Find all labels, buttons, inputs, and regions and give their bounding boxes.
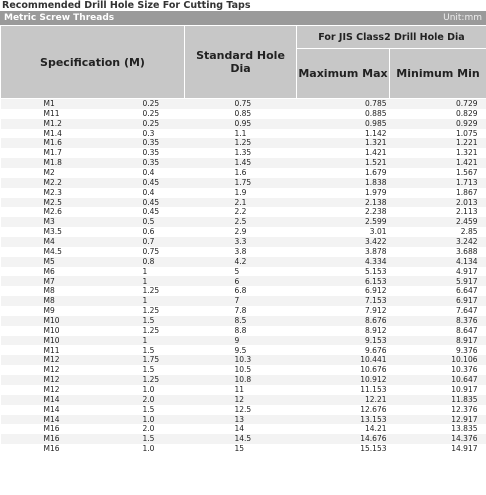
standard-cell: 3.8 (185, 247, 297, 257)
min-cell: 1.421 (390, 158, 486, 168)
table-row (1, 345, 486, 355)
max-cell: 6.912 (297, 286, 390, 296)
spec-cell: M2.5 (1, 198, 135, 208)
pitch-cell: 1.75 (135, 355, 185, 365)
table-row (1, 316, 486, 326)
table-row (1, 296, 486, 306)
standard-cell: 14.5 (185, 434, 297, 444)
min-cell: 1.075 (390, 129, 486, 139)
spec-cell: M3.5 (1, 227, 135, 237)
table-row (1, 405, 486, 415)
max-cell: 4.334 (297, 257, 390, 267)
standard-cell: 2.9 (185, 227, 297, 237)
min-cell: 6.647 (390, 286, 486, 296)
max-cell: 8.676 (297, 316, 390, 326)
spec-cell: M5 (1, 257, 135, 267)
pitch-cell: 1.5 (135, 405, 185, 415)
pitch-cell: 1.5 (135, 365, 185, 375)
max-cell: 3.422 (297, 237, 390, 247)
standard-cell: 7 (185, 296, 297, 306)
table-row (1, 188, 486, 198)
min-cell: 8.647 (390, 326, 486, 336)
max-cell: 5.153 (297, 267, 390, 277)
min-cell: 2.85 (390, 227, 486, 237)
min-cell: 14.376 (390, 434, 486, 444)
spec-cell: M16 (1, 444, 135, 454)
pitch-cell: 0.35 (135, 158, 185, 168)
max-cell: 2.138 (297, 198, 390, 208)
max-cell: 1.142 (297, 129, 390, 139)
standard-cell: 0.95 (185, 119, 297, 129)
table-row (1, 119, 486, 129)
pitch-cell: 1.5 (135, 434, 185, 444)
standard-cell: 6 (185, 276, 297, 286)
pitch-cell: 1 (135, 336, 185, 346)
min-cell: 1.321 (390, 148, 486, 158)
min-cell: 10.376 (390, 365, 486, 375)
spec-cell: M9 (1, 306, 135, 316)
table-row (1, 257, 486, 267)
standard-cell: 3.3 (185, 237, 297, 247)
standard-cell: 8.5 (185, 316, 297, 326)
min-cell: 0.829 (390, 109, 486, 119)
table-row (1, 365, 486, 375)
spec-cell: M1.2 (1, 119, 135, 129)
max-cell: 10.441 (297, 355, 390, 365)
standard-cell: 9.5 (185, 345, 297, 355)
standard-cell: 12.5 (185, 405, 297, 415)
min-cell: 0.729 (390, 99, 486, 109)
table-row (1, 237, 486, 247)
max-cell: 0.885 (297, 109, 390, 119)
pitch-cell: 0.45 (135, 207, 185, 217)
max-cell: 14.676 (297, 434, 390, 444)
pitch-cell: 2.0 (135, 395, 185, 405)
min-cell: 9.376 (390, 345, 486, 355)
pitch-cell: 1.0 (135, 385, 185, 395)
standard-cell: 13 (185, 415, 297, 425)
standard-cell: 2.5 (185, 217, 297, 227)
spec-cell: M12 (1, 385, 135, 395)
max-cell: 2.599 (297, 217, 390, 227)
max-cell: 9.676 (297, 345, 390, 355)
pitch-cell: 1.5 (135, 345, 185, 355)
pitch-cell: 0.4 (135, 168, 185, 178)
pitch-cell: 0.25 (135, 109, 185, 119)
table-row (1, 286, 486, 296)
page-title: Recommended Drill Hole Size For Cutting Taps (2, 0, 251, 11)
standard-cell: 0.85 (185, 109, 297, 119)
min-cell: 12.376 (390, 405, 486, 415)
standard-cell: 5 (185, 267, 297, 277)
min-cell: 14.917 (390, 444, 486, 454)
spec-cell: M8 (1, 296, 135, 306)
unit-label: Unit:mm (443, 13, 482, 23)
pitch-cell: 0.45 (135, 178, 185, 188)
pitch-cell: 0.25 (135, 99, 185, 109)
standard-cell: 1.75 (185, 178, 297, 188)
min-cell: 7.647 (390, 306, 486, 316)
table-row (1, 148, 486, 158)
pitch-cell: 0.35 (135, 148, 185, 158)
max-cell: 1.521 (297, 158, 390, 168)
table-row (1, 355, 486, 365)
max-cell: 10.676 (297, 365, 390, 375)
header-minimum: Minimum Min (390, 49, 486, 99)
max-cell: 10.912 (297, 375, 390, 385)
section-bar (0, 11, 486, 25)
min-cell: 4.134 (390, 257, 486, 267)
table-row (1, 306, 486, 316)
max-cell: 7.912 (297, 306, 390, 316)
table-row (1, 415, 486, 425)
spec-cell: M6 (1, 267, 135, 277)
table-row (1, 434, 486, 444)
min-cell: 8.376 (390, 316, 486, 326)
min-cell: 1.867 (390, 188, 486, 198)
min-cell: 6.917 (390, 296, 486, 306)
spec-cell: M1.4 (1, 129, 135, 139)
standard-cell: 10.8 (185, 375, 297, 385)
standard-cell: 14 (185, 424, 297, 434)
max-cell: 15.153 (297, 444, 390, 454)
spec-cell: M1.8 (1, 158, 135, 168)
spec-cell: M2.2 (1, 178, 135, 188)
standard-cell: 9 (185, 336, 297, 346)
table-row (1, 267, 486, 277)
spec-cell: M3 (1, 217, 135, 227)
min-cell: 3.242 (390, 237, 486, 247)
spec-cell: M2.3 (1, 188, 135, 198)
standard-cell: 7.8 (185, 306, 297, 316)
pitch-cell: 1 (135, 267, 185, 277)
standard-cell: 1.9 (185, 188, 297, 198)
max-cell: 7.153 (297, 296, 390, 306)
spec-cell: M14 (1, 415, 135, 425)
spec-cell: M16 (1, 434, 135, 444)
max-cell: 1.679 (297, 168, 390, 178)
min-cell: 1.567 (390, 168, 486, 178)
max-cell: 12.21 (297, 395, 390, 405)
header-standard-hole-dia: Standard Hole Dia (185, 26, 297, 99)
pitch-cell: 0.25 (135, 119, 185, 129)
pitch-cell: 1.25 (135, 286, 185, 296)
table-row (1, 99, 486, 109)
table-row (1, 109, 486, 119)
standard-cell: 0.75 (185, 99, 297, 109)
standard-cell: 10.5 (185, 365, 297, 375)
max-cell: 8.912 (297, 326, 390, 336)
max-cell: 11.153 (297, 385, 390, 395)
max-cell: 2.238 (297, 207, 390, 217)
pitch-cell: 0.5 (135, 217, 185, 227)
min-cell: 10.647 (390, 375, 486, 385)
table-row (1, 178, 486, 188)
pitch-cell: 1.0 (135, 415, 185, 425)
spec-cell: M16 (1, 424, 135, 434)
min-cell: 4.917 (390, 267, 486, 277)
pitch-cell: 2.0 (135, 424, 185, 434)
table-row (1, 375, 486, 385)
table-row (1, 227, 486, 237)
table-row (1, 198, 486, 208)
spec-cell: M8 (1, 286, 135, 296)
max-cell: 12.676 (297, 405, 390, 415)
pitch-cell: 0.3 (135, 129, 185, 139)
spec-cell: M11 (1, 109, 135, 119)
standard-cell: 15 (185, 444, 297, 454)
standard-cell: 10.3 (185, 355, 297, 365)
min-cell: 3.688 (390, 247, 486, 257)
standard-cell: 1.6 (185, 168, 297, 178)
table-row (1, 217, 486, 227)
max-cell: 13.153 (297, 415, 390, 425)
min-cell: 13.835 (390, 424, 486, 434)
min-cell: 1.713 (390, 178, 486, 188)
min-cell: 12.917 (390, 415, 486, 425)
min-cell: 2.013 (390, 198, 486, 208)
drill-size-table (0, 25, 486, 454)
standard-cell: 1.35 (185, 148, 297, 158)
table-body (1, 99, 486, 454)
table-row (1, 395, 486, 405)
max-cell: 1.838 (297, 178, 390, 188)
spec-cell: M2 (1, 168, 135, 178)
max-cell: 3.878 (297, 247, 390, 257)
standard-cell: 2.2 (185, 207, 297, 217)
min-cell: 2.459 (390, 217, 486, 227)
standard-cell: 1.1 (185, 129, 297, 139)
section-label: Metric Screw Threads (4, 13, 115, 23)
standard-cell: 1.25 (185, 138, 297, 148)
pitch-cell: 1 (135, 296, 185, 306)
standard-cell: 1.45 (185, 158, 297, 168)
min-cell: 0.929 (390, 119, 486, 129)
table-row (1, 168, 486, 178)
standard-cell: 8.8 (185, 326, 297, 336)
spec-cell: M14 (1, 395, 135, 405)
table-row (1, 276, 486, 286)
max-cell: 1.979 (297, 188, 390, 198)
table-row (1, 336, 486, 346)
spec-cell: M12 (1, 365, 135, 375)
pitch-cell: 0.7 (135, 237, 185, 247)
max-cell: 9.153 (297, 336, 390, 346)
max-cell: 6.153 (297, 276, 390, 286)
table-row (1, 158, 486, 168)
pitch-cell: 0.4 (135, 188, 185, 198)
pitch-cell: 0.6 (135, 227, 185, 237)
pitch-cell: 0.75 (135, 247, 185, 257)
spec-cell: M11 (1, 345, 135, 355)
pitch-cell: 0.8 (135, 257, 185, 267)
table-row (1, 207, 486, 217)
table-row (1, 138, 486, 148)
header-jis-class2: For JIS Class2 Drill Hole Dia (297, 26, 486, 49)
spec-cell: M1 (1, 99, 135, 109)
table-row (1, 385, 486, 395)
min-cell: 10.106 (390, 355, 486, 365)
spec-cell: M10 (1, 326, 135, 336)
pitch-cell: 0.35 (135, 138, 185, 148)
standard-cell: 4.2 (185, 257, 297, 267)
spec-cell: M1.7 (1, 148, 135, 158)
table-row (1, 424, 486, 434)
min-cell: 5.917 (390, 276, 486, 286)
standard-cell: 6.8 (185, 286, 297, 296)
spec-cell: M14 (1, 405, 135, 415)
min-cell: 2.113 (390, 207, 486, 217)
spec-cell: M10 (1, 316, 135, 326)
header-maximum: Maximum Max (297, 49, 390, 99)
table-row (1, 326, 486, 336)
table-row (1, 129, 486, 139)
pitch-cell: 1 (135, 276, 185, 286)
min-cell: 1.221 (390, 138, 486, 148)
standard-cell: 11 (185, 385, 297, 395)
min-cell: 8.917 (390, 336, 486, 346)
standard-cell: 2.1 (185, 198, 297, 208)
max-cell: 1.321 (297, 138, 390, 148)
spec-cell: M12 (1, 375, 135, 385)
max-cell: 14.21 (297, 424, 390, 434)
pitch-cell: 1.25 (135, 326, 185, 336)
spec-cell: M12 (1, 355, 135, 365)
max-cell: 0.985 (297, 119, 390, 129)
header-specification: Specification (M) (1, 26, 185, 99)
max-cell: 0.785 (297, 99, 390, 109)
pitch-cell: 1.0 (135, 444, 185, 454)
min-cell: 11.835 (390, 395, 486, 405)
spec-cell: M4 (1, 237, 135, 247)
table-row (1, 444, 486, 454)
pitch-cell: 1.25 (135, 375, 185, 385)
pitch-cell: 1.5 (135, 316, 185, 326)
spec-cell: M10 (1, 336, 135, 346)
pitch-cell: 1.25 (135, 306, 185, 316)
pitch-cell: 0.45 (135, 198, 185, 208)
max-cell: 3.01 (297, 227, 390, 237)
spec-cell: M1.6 (1, 138, 135, 148)
spec-cell: M7 (1, 276, 135, 286)
table-row (1, 247, 486, 257)
spec-cell: M2.6 (1, 207, 135, 217)
standard-cell: 12 (185, 395, 297, 405)
min-cell: 10.917 (390, 385, 486, 395)
max-cell: 1.421 (297, 148, 390, 158)
spec-cell: M4.5 (1, 247, 135, 257)
